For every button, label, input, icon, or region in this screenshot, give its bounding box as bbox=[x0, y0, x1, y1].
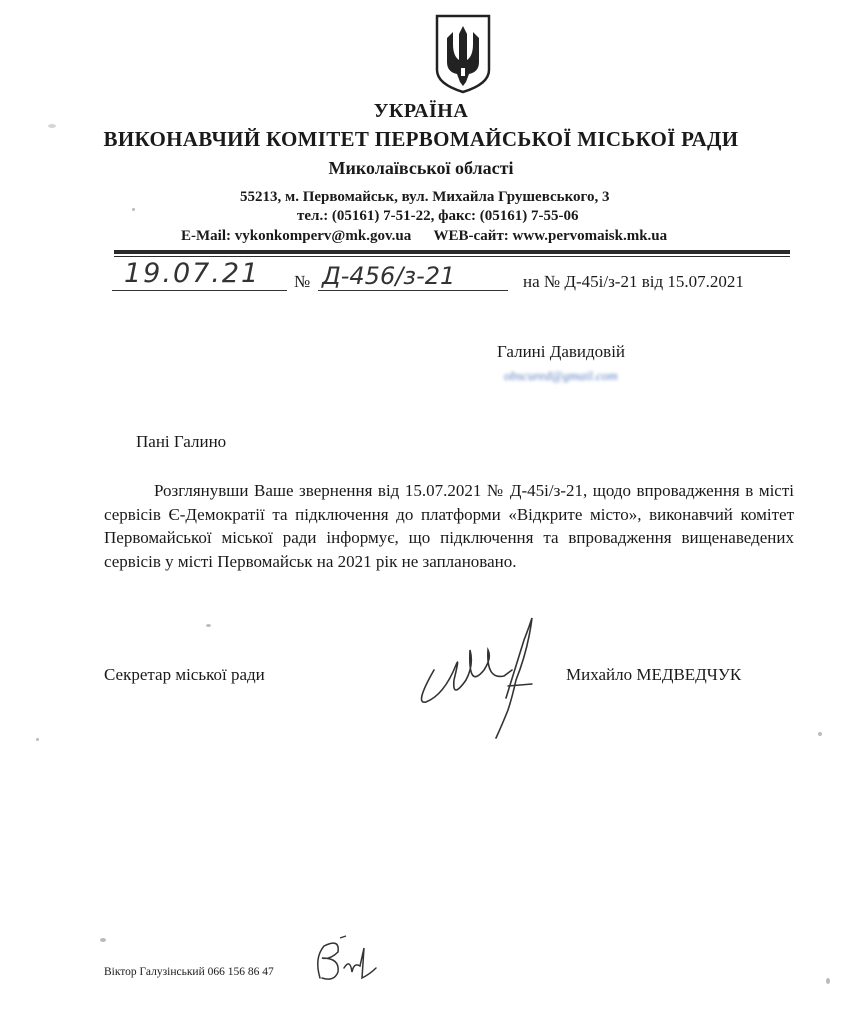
scan-speck bbox=[48, 124, 56, 128]
country-name: УКРАЇНА bbox=[373, 100, 469, 122]
scan-speck bbox=[206, 624, 211, 627]
organization-address: 55213, м. Первомайськ, вул. Михайла Грушевського, 3 bbox=[240, 189, 610, 205]
region-name: Миколаївської області bbox=[328, 158, 514, 178]
registration-date: 19.07.21 bbox=[124, 258, 261, 289]
organization-name: ВИКОНАВЧИЙ КОМІТЕТ ПЕРВОМАЙСЬКОЇ МІСЬКОЇ РАДИ bbox=[103, 127, 739, 151]
signer-name: Михайло МЕДВЕДЧУК bbox=[566, 665, 742, 684]
scan-speck bbox=[36, 738, 39, 741]
coat-of-arms-icon bbox=[433, 12, 493, 96]
handwritten-signature bbox=[404, 610, 554, 745]
header-divider bbox=[114, 250, 790, 254]
signer-position: Секретар міської ради bbox=[104, 665, 265, 684]
registration-number-line bbox=[318, 290, 508, 291]
scan-speck bbox=[818, 732, 822, 736]
salutation: Пані Галино bbox=[136, 432, 227, 451]
scan-speck bbox=[132, 208, 135, 211]
header-divider-thin bbox=[114, 256, 790, 257]
handwritten-initials bbox=[300, 928, 380, 988]
scan-speck bbox=[100, 938, 106, 942]
registration-number: Д-456/з-21 bbox=[322, 262, 456, 290]
recipient-email-redacted bbox=[504, 368, 760, 384]
recipient-name: Галині Давидовій bbox=[497, 342, 626, 361]
registration-date-line bbox=[112, 290, 287, 291]
executor-contact: Віктор Галузінський 066 156 86 47 bbox=[104, 966, 274, 978]
scan-speck bbox=[826, 978, 830, 984]
recipient-email: obscured@gmail.com bbox=[504, 368, 618, 383]
organization-contacts: E-Mail: vykonkomperv@mk.gov.ua WEB-сайт: www.pervomaisk.mk.ua bbox=[181, 228, 668, 244]
organization-phones: тел.: (05161) 7-51-22, факс: (05161) 7-55-06 bbox=[297, 208, 579, 224]
letter-body: Розглянувши Ваше звернення від 15.07.2021 № Д-45і/з-21, щодо впровадження в місті сервісів Є-Демократії та підключення до платформи «Відкрите місто», виконавчий комітет Первомайської міської ради інформує, що підключення та впровадження вищенаведених сервісів у місті Первомайськ на 2021 рік не заплановано. bbox=[104, 481, 794, 571]
registration-number-label: № bbox=[294, 272, 311, 291]
reference-number: на № Д-45і/з-21 від 15.07.2021 bbox=[523, 272, 744, 291]
